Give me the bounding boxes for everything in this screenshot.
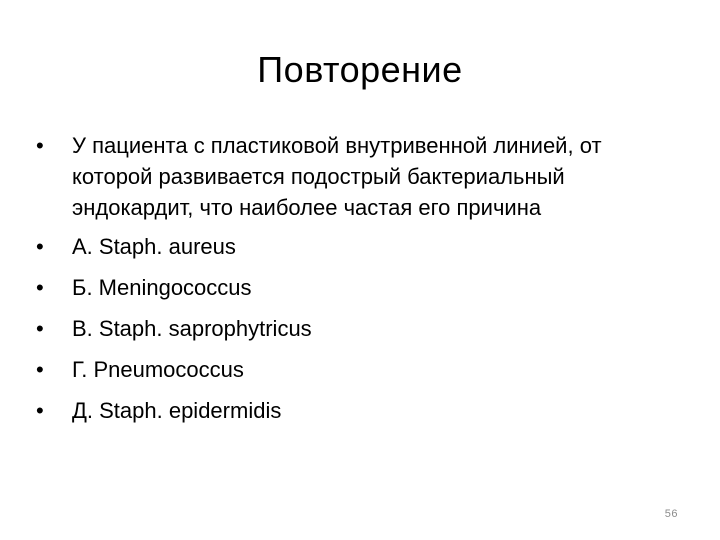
bullet-item-option-b	[36, 272, 636, 303]
bullet-icon: •	[36, 357, 44, 382]
bullet-icon: •	[36, 133, 44, 158]
bullet-item-option-d	[36, 395, 636, 426]
bullet-icon: •	[36, 398, 44, 423]
bullet-item-option-v	[36, 313, 636, 344]
bullet-icon: •	[36, 234, 44, 259]
bullet-item-option-a	[36, 231, 636, 262]
bullet-text: Д. Staph. epidermidis	[72, 398, 282, 423]
bullet-text: Б. Meningococcus	[72, 275, 252, 300]
page-number: 56	[664, 508, 678, 520]
bullet-icon: •	[36, 275, 44, 300]
bullet-text: У пациента с пластиковой внутривенной линией, от которой развивается подострый бактериальный эндокардит, что наиболее частая его причина	[72, 133, 602, 220]
bullet-text: B. Staph. saprophytricus	[72, 316, 312, 341]
bullet-item-option-g	[36, 354, 636, 385]
bullet-icon: •	[36, 316, 44, 341]
bullet-text: Г. Pneumococcus	[72, 357, 244, 382]
bullet-list	[36, 130, 636, 436]
bullet-item-question	[36, 130, 636, 223]
bullet-text: A. Staph. aureus	[72, 234, 236, 259]
slide-title: Повторение	[257, 49, 463, 90]
